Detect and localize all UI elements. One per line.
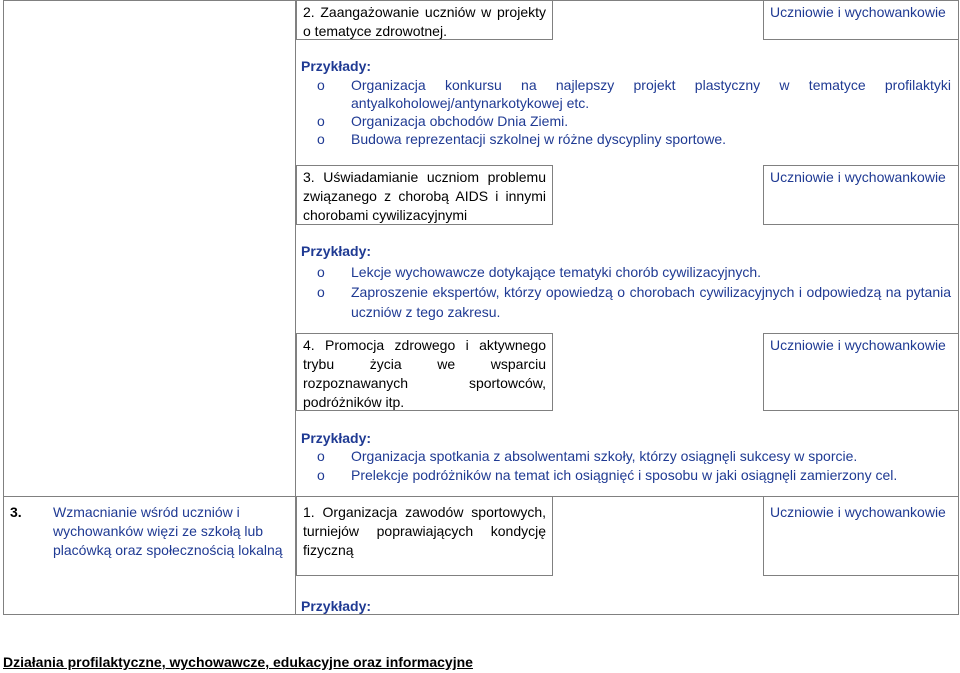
list-item: o Organizacja konkursu na najlepszy projekt plastyczny w tematyce profilaktyki antyalkoholowej/antynarkotykowej etc.: [317, 77, 951, 111]
examples-label-s3: Przykłady:: [301, 598, 372, 614]
target-text-4: Uczniowie i wychowankowie: [770, 337, 946, 353]
task-text-2: 2. Zaangażowanie uczniów w projekty o tematyce zdrowotnej.: [303, 4, 546, 39]
footer-heading: Działania profilaktyczne, wychowawcze, edukacyjne oraz informacyjne: [3, 654, 473, 670]
target-text-3: Uczniowie i wychowankowie: [770, 169, 946, 185]
examples-label-2: Przykłady:: [301, 58, 372, 74]
section-title: Wzmacnianie wśród uczniów i wychowanków więzi ze szkołą lub placówką oraz społecznością lokalną: [53, 504, 283, 558]
list-item: o Budowa reprezentacji szkolnej w różne dyscypliny sportowe.: [317, 131, 727, 147]
bullet-icon: o: [317, 113, 325, 129]
examples-list-3: [301, 262, 951, 322]
task-text-3: 3. Uświadamianie uczniom problemu związanego z chorobą AIDS i innymi chorobami cywilizacyjnymi: [303, 169, 546, 223]
examples-label-3: Przykłady:: [301, 243, 372, 259]
bullet-icon: o: [317, 448, 325, 464]
table-border-bottom: [3, 614, 959, 615]
bullet-icon: o: [317, 467, 325, 483]
examples-list-4: [301, 447, 951, 485]
list-item: o Lekcje wychowawcze dotykające tematyki chorób cywilizacyjnych.: [317, 264, 762, 280]
list-item: o Zaproszenie ekspertów, którzy opowiedzą o chorobach cywilizacyjnych i odpowiedzą na pytania uczniów z tego zakresu.: [317, 284, 951, 320]
bullet-icon: o: [317, 131, 325, 147]
target-text-2: Uczniowie i wychowankowie: [770, 4, 946, 20]
list-item: o Organizacja spotkania z absolwentami szkoły, którzy osiągnęli sukcesy w sporcie.: [317, 448, 858, 464]
bullet-icon: o: [317, 264, 325, 280]
examples-label-4: Przykłady:: [301, 430, 372, 446]
list-item: o Organizacja obchodów Dnia Ziemi.: [317, 113, 569, 129]
task-text-s3: 1. Organizacja zawodów sportowych, turniejów poprawiających kondycję fizyczną: [303, 504, 546, 558]
examples-list-2: [301, 76, 951, 148]
task-text-4: 4. Promocja zdrowego i aktywnego trybu życia we wsparciu rozpoznawanych sportowców, podróżników itp.: [303, 337, 546, 410]
list-item: o Prelekcje podróżników na temat ich osiągnięć i sposobu w jaki osiągnęli zamierzony cel.: [317, 467, 898, 483]
bullet-icon: o: [317, 77, 325, 93]
table-border-left: [3, 0, 4, 614]
bullet-icon: o: [317, 284, 325, 300]
section-number: 3.: [10, 504, 22, 520]
target-text-s3: Uczniowie i wychowankowie: [770, 504, 946, 520]
